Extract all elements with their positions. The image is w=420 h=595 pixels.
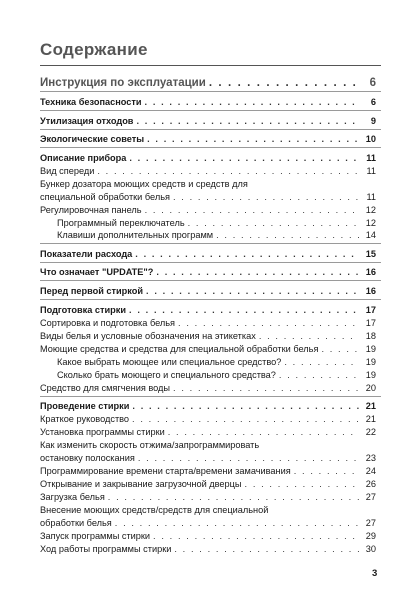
toc-entry-page: 14 — [365, 230, 376, 240]
toc-dot-leader — [174, 544, 359, 555]
toc-dot-leader — [135, 249, 359, 260]
toc-entry-title: Экологические советы — [40, 134, 145, 144]
toc-entry-page: 27 — [365, 518, 376, 528]
toc-entry-title: обработки белья — [40, 518, 112, 528]
toc-entry-page: 10 — [365, 134, 376, 144]
toc-entry-title: Сортировка и подготовка белья — [40, 318, 176, 328]
toc-entry-page: 11 — [366, 192, 376, 202]
toc-entry-title: Краткое руководство — [40, 414, 130, 424]
toc-dot-leader — [145, 97, 359, 108]
toc-dot-leader — [145, 205, 359, 216]
toc-dot-leader — [129, 305, 359, 316]
toc-entry — [40, 466, 376, 477]
toc-entry-title: Проведение стирки — [40, 401, 130, 411]
toc-entry-title: Запуск программы стирки — [40, 531, 151, 541]
rule-under-first-wash — [40, 299, 381, 300]
toc-entry-title: Перед первой стиркой — [40, 286, 144, 296]
toc-entry — [40, 383, 376, 394]
rule-under-preparation — [40, 396, 381, 397]
toc-dot-leader — [284, 357, 359, 368]
rule-under-title — [40, 65, 381, 66]
toc-dot-leader — [259, 331, 359, 342]
toc-dot-leader — [108, 492, 359, 503]
toc-dot-leader — [173, 383, 359, 394]
toc-dot-leader — [129, 153, 359, 164]
toc-entry-page: 12 — [365, 205, 376, 215]
page-number: 3 — [372, 568, 378, 579]
toc-entry-page: 12 — [365, 218, 376, 228]
toc-entry-title: специальной обработки белья — [40, 192, 170, 202]
toc-entry — [40, 453, 376, 464]
toc-entry-page: 22 — [365, 427, 376, 437]
toc-dot-leader — [279, 370, 359, 381]
toc-entry — [40, 116, 376, 127]
toc-entry — [40, 153, 376, 164]
toc-entry-title: Какое выбрать моющее или специальное средство? — [57, 357, 282, 367]
toc-entry-title: Техника безопасности — [40, 97, 142, 107]
toc-entry — [40, 492, 376, 503]
toc-entry-title: Программный переключатель — [57, 218, 185, 228]
toc-entry-title: Открывание и закрывание загрузочной дверцы — [40, 479, 242, 489]
rule-under-safety — [40, 110, 381, 111]
toc-entry — [40, 518, 376, 529]
toc-dot-leader — [245, 479, 359, 490]
toc-entry-page: 6 — [370, 97, 376, 107]
toc-entry-page: 21 — [365, 414, 376, 424]
toc-entry-title: Как изменить скорость отжима/запрограммировать — [40, 440, 260, 450]
toc-dot-leader — [321, 344, 359, 355]
toc-entry-page: 27 — [365, 492, 376, 502]
toc-entry-title: Что означает "UPDATE"? — [40, 267, 154, 277]
toc-entry-page: 24 — [365, 466, 376, 476]
toc-entry — [40, 286, 376, 297]
toc-entry-page: 17 — [365, 318, 376, 328]
toc-entry-page: 30 — [365, 544, 376, 554]
toc-entry — [40, 331, 376, 342]
toc-entry — [40, 166, 376, 177]
toc-entry-page: 19 — [365, 370, 376, 380]
toc-entry-title: Бункер дозатора моющих средств и средств для — [40, 179, 248, 189]
toc-entry-title: Загрузка белья — [40, 492, 105, 502]
toc-entry — [57, 357, 376, 368]
toc-entry-title: Показатели расхода — [40, 249, 133, 259]
toc-dot-leader — [188, 218, 359, 229]
toc-entry-title: Клавиши дополнительных программ — [57, 230, 214, 240]
toc-dot-leader — [97, 166, 359, 177]
toc-dot-leader — [146, 286, 359, 297]
toc-entry-title: Внесение моющих средств/средств для специальной — [40, 505, 269, 515]
toc-entry — [57, 230, 376, 241]
toc-entry-title: Программирование времени старта/времени замачивания — [40, 466, 291, 476]
toc-entry-title: Утилизация отходов — [40, 116, 134, 126]
toc-entry — [40, 205, 376, 216]
toc-dot-leader — [168, 427, 359, 438]
toc-entry-page: 23 — [365, 453, 376, 463]
toc-dot-leader — [156, 267, 359, 278]
toc-entry-page: 11 — [366, 153, 376, 163]
toc-dot-leader — [136, 116, 359, 127]
toc-entry-page: 9 — [370, 116, 376, 126]
toc-entry — [40, 134, 376, 145]
toc-entry — [57, 218, 376, 229]
toc-entry — [40, 505, 376, 516]
toc-entry-page: 19 — [365, 344, 376, 354]
rule-under-update — [40, 280, 381, 281]
rule-under-description — [40, 243, 381, 244]
toc-entry-title: Вид спереди — [40, 166, 95, 176]
toc-entry-title: Сколько брать моющего и специального средства? — [57, 370, 276, 380]
toc-dot-leader — [138, 453, 359, 464]
toc-entry-page: 19 — [365, 357, 376, 367]
toc-dot-leader — [173, 192, 359, 203]
toc-entry-page: 20 — [365, 383, 376, 393]
toc-entry — [40, 77, 376, 90]
toc-entry-title: Средство для смягчения воды — [40, 383, 171, 393]
toc-entry — [40, 440, 376, 451]
rule-under-consumption — [40, 262, 381, 263]
toc-entry-title: Подготовка стирки — [40, 305, 127, 315]
toc-dot-leader — [294, 466, 359, 477]
toc-entry — [40, 97, 376, 108]
toc-entry — [40, 249, 376, 260]
toc-entry — [40, 401, 376, 412]
toc-entry-title: Инструкция по эксплуатации — [40, 77, 206, 89]
toc-dot-leader — [115, 518, 359, 529]
toc-entry — [40, 427, 376, 438]
toc-entry-title: Моющие средства и средства для специальной обработки белья — [40, 344, 319, 354]
toc-entry — [40, 479, 376, 490]
toc-entry-title: остановку полоскания — [40, 453, 135, 463]
toc-entry-page: 21 — [365, 401, 376, 411]
rule-under-manual — [40, 91, 381, 92]
toc-dot-leader — [147, 134, 359, 145]
toc-dot-leader — [132, 414, 359, 425]
toc-dot-leader — [178, 318, 359, 329]
toc-entry — [57, 370, 376, 381]
toc-entry-title: Регулировочная панель — [40, 205, 142, 215]
toc-entry-page: 16 — [365, 286, 376, 296]
toc-entry-title: Ход работы программы стирки — [40, 544, 172, 554]
toc-entry — [40, 414, 376, 425]
toc-entry-page: 15 — [365, 249, 376, 259]
toc-entry-page: 26 — [365, 479, 376, 489]
toc-entry — [40, 318, 376, 329]
toc-entry-title: Установка программы стирки — [40, 427, 165, 437]
toc-entry — [40, 344, 376, 355]
rule-under-disposal — [40, 129, 381, 130]
toc-entry — [40, 267, 376, 278]
toc-entry — [40, 531, 376, 542]
toc-entry — [40, 305, 376, 316]
toc-entry-title: Описание прибора — [40, 153, 127, 163]
toc-dot-leader — [153, 531, 359, 542]
toc-dot-leader — [216, 230, 359, 241]
rule-under-eco — [40, 147, 381, 148]
toc-entry-page: 11 — [366, 166, 376, 176]
page-title: Содержание — [40, 40, 148, 59]
toc-entry — [40, 179, 376, 190]
toc-dot-leader — [209, 77, 359, 90]
toc-dot-leader — [132, 401, 359, 412]
toc-entry-title: Виды белья и условные обозначения на этикетках — [40, 331, 256, 341]
toc-entry — [40, 192, 376, 203]
toc-entry — [40, 544, 376, 555]
toc-entry-page: 18 — [365, 331, 376, 341]
toc-entry-page: 17 — [365, 305, 376, 315]
toc-entry-page: 29 — [365, 531, 376, 541]
toc-entry-page: 16 — [365, 267, 376, 277]
toc-entry-page: 6 — [369, 77, 376, 89]
